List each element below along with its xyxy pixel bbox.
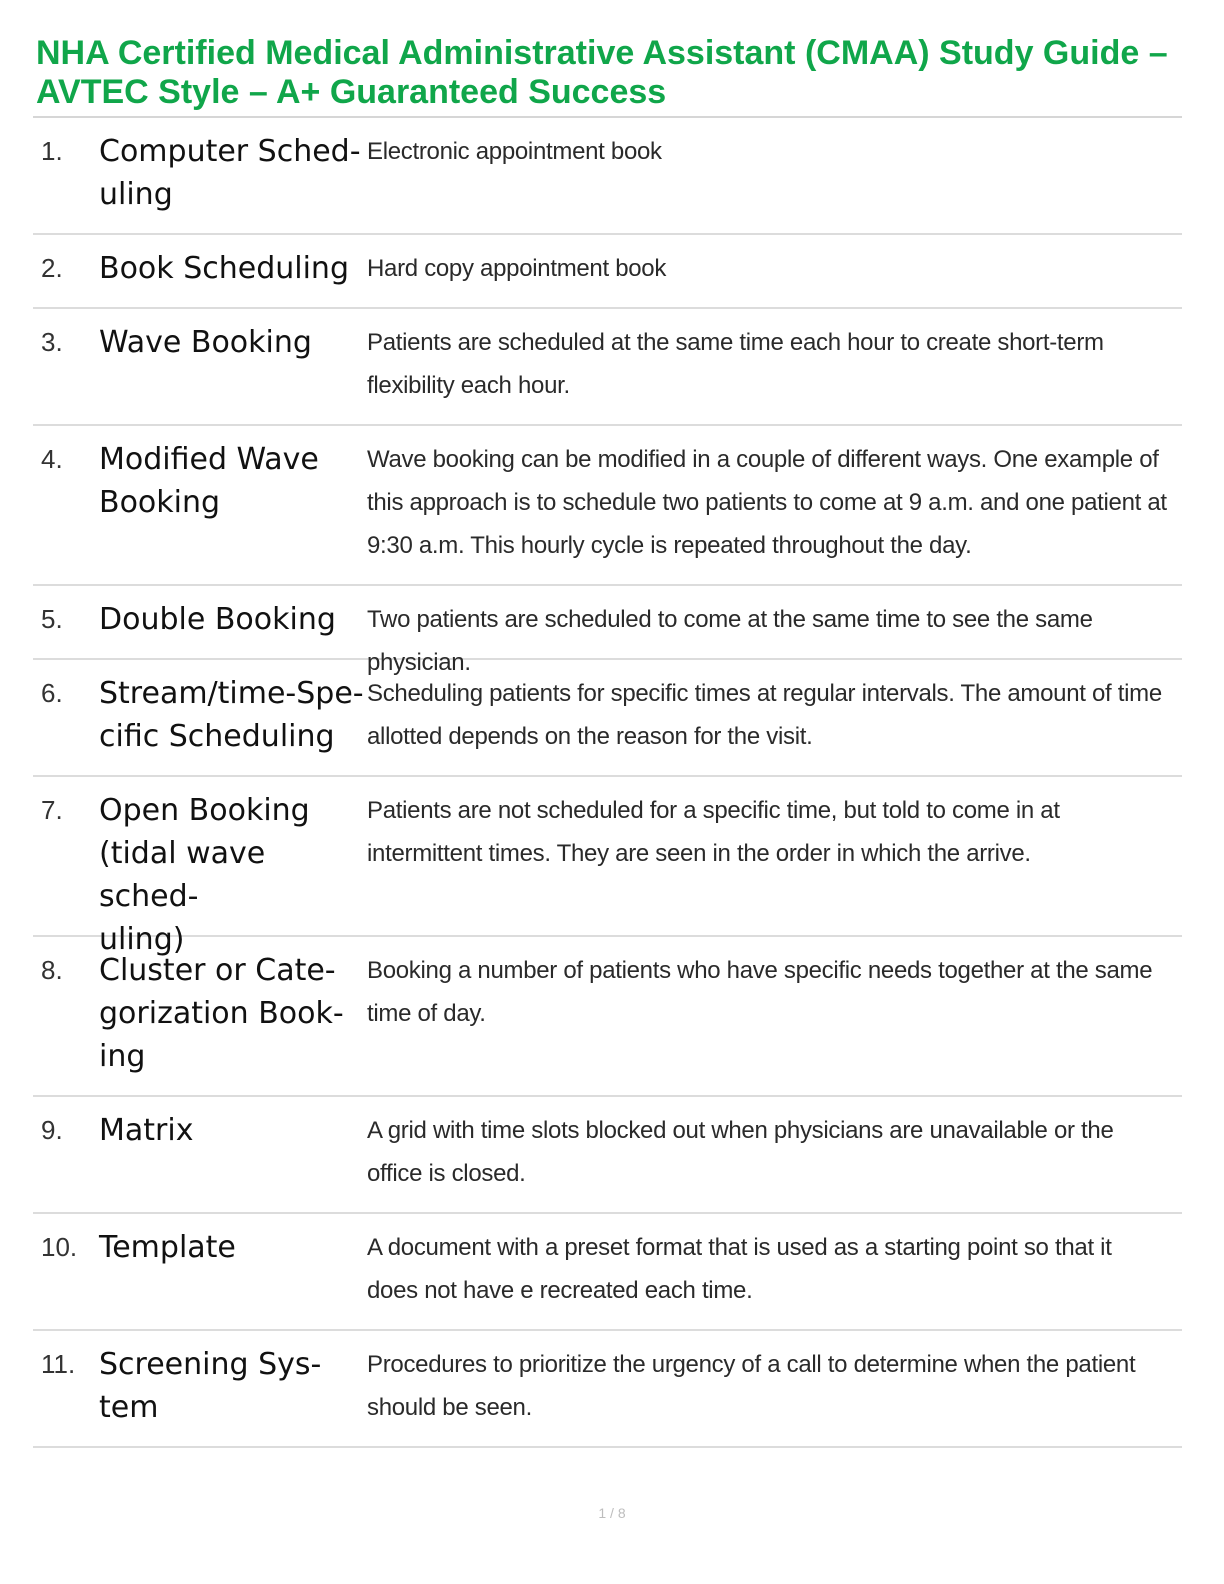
term-number: 8. — [41, 955, 63, 985]
term-number: 5. — [41, 604, 63, 634]
term-number: 4. — [41, 444, 63, 474]
term-name: Computer Sched- uling — [99, 134, 361, 212]
term-row — [33, 660, 1182, 777]
term-definition: A document with a preset format that is used as a starting point so that it does not have e recreated each time. — [367, 1234, 1112, 1304]
document-title: NHA Certified Medical Administrative Assistant (CMAA) Study Guide – AVTEC Style – A+ Guaranteed Success — [36, 34, 1168, 111]
term-row — [33, 1214, 1182, 1331]
term-name: Double Booking — [99, 602, 336, 637]
term-row — [33, 1097, 1182, 1214]
term-definition: Booking a number of patients who have specific needs together at the same time of day. — [367, 957, 1153, 1027]
term-name: Wave Booking — [99, 325, 312, 360]
term-row — [33, 118, 1182, 235]
term-name: Matrix — [99, 1113, 194, 1148]
term-number: 6. — [41, 678, 63, 708]
term-number: 9. — [41, 1115, 63, 1145]
terms-list — [33, 118, 1182, 1448]
term-row — [33, 235, 1182, 309]
term-definition: Procedures to prioritize the urgency of a call to determine when the patient should be seen. — [367, 1351, 1136, 1421]
term-name: Template — [99, 1230, 236, 1265]
term-definition: Wave booking can be modified in a couple of different ways. One example of this approach is to schedule two patients to come at 9 a.m. and one patient at 9:30 a.m. This hourly cycle is repeated throughout the day. — [367, 446, 1167, 559]
term-row — [33, 586, 1182, 676]
term-definition: Electronic appointment book — [367, 138, 662, 165]
term-name: Stream/time-Spe- cific Scheduling — [99, 676, 364, 754]
term-number: 11. — [41, 1349, 76, 1379]
term-row — [33, 426, 1182, 586]
term-row — [33, 777, 1182, 957]
term-definition: Patients are not scheduled for a specific time, but told to come in at intermittent times. They are seen in the order in which the arrive. — [367, 797, 1060, 867]
term-name: Screening Sys- tem — [99, 1347, 322, 1425]
page-number: 1 / 8 — [598, 1505, 626, 1521]
term-definition: Two patients are scheduled to come at the same time to see the same physician. — [367, 606, 1093, 676]
term-name: Open Booking (tidal wave sched- uling) — [99, 793, 310, 957]
term-row — [33, 1331, 1182, 1448]
term-definition: Scheduling patients for specific times at regular intervals. The amount of time allotted depends on the reason for the visit. — [367, 680, 1162, 750]
term-number: 7. — [41, 795, 63, 825]
term-number: 1. — [41, 136, 63, 166]
term-name: Modified Wave Booking — [99, 442, 319, 520]
term-row — [33, 937, 1182, 1097]
term-name: Cluster or Cate- gorization Book- ing — [99, 953, 344, 1074]
term-name: Book Scheduling — [99, 251, 349, 286]
term-definition: Hard copy appointment book — [367, 255, 667, 282]
term-number: 3. — [41, 327, 63, 357]
term-row — [33, 309, 1182, 426]
term-definition: A grid with time slots blocked out when physicians are unavailable or the office is closed. — [367, 1117, 1114, 1187]
term-number: 10. — [41, 1232, 78, 1262]
term-number: 2. — [41, 253, 63, 283]
term-definition: Patients are scheduled at the same time each hour to create short-term flexibility each hour. — [367, 329, 1104, 399]
